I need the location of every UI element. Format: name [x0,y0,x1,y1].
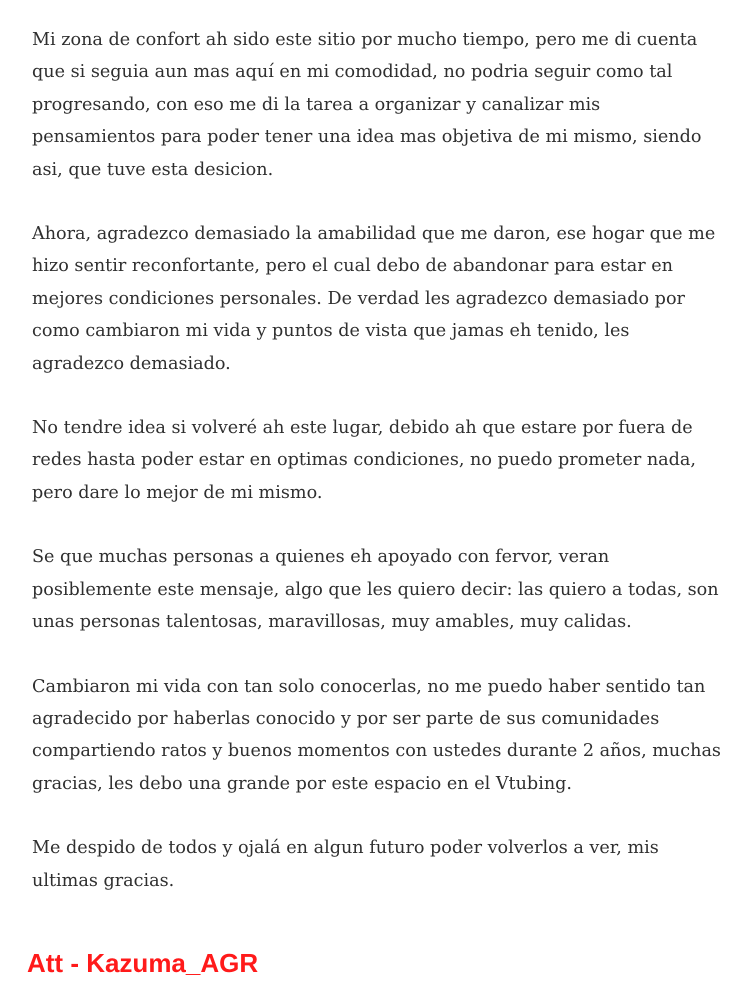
paragraph-3: No tendre idea si volveré ah este lugar, debido ah que estare por fuera de redes hasta poder estar en optimas condiciones, no puedo prometer nada, pero dare lo mejor de mi mismo. [32,418,697,503]
paragraph-5: Cambiaron mi vida con tan solo conocerlas, no me puedo haber sentido tan agradecido por haberlas conocido y por ser parte de sus comunidades compartiendo ratos y buenos momentos con ustedes durante 2 años, muchas gracias, les debo una grande por este espacio en el Vtubing. [32,676,721,794]
paragraph-4: Se que muchas personas a quienes eh apoyado con fervor, veran posiblemente este mensaje, algo que les quiero decir: las quiero a todas, son unas personas talentosas, maravillosas, muy amables, muy calidas. [32,547,719,633]
paragraph-1: Mi zona de confort ah sido este sitio por mucho tiempo, pero me di cuenta que si seguia aun mas aquí en mi comodidad, no podria seguir como tal progresando, con eso me di la tarea a organizar y canalizar mis pensamientos para poder tener una idea mas objetiva de mi mismo, siendo asi, que tuve esta desicion. [32,30,702,180]
paragraph-2: Ahora, agradezco demasiado la amabilidad que me daron, ese hogar que me hizo sentir reconfortante, pero el cual debo de abandonar para estar en mejores condiciones personales. De verdad les agradezco demasiado por como cambiaron mi vida y puntos de vista que jamas eh tenido, les agradezco demasiado. [32,224,716,374]
signature: Att - Kazuma_AGR [27,948,259,978]
letter-body [32,24,722,929]
paragraph-6: Me despido de todos y ojalá en algun futuro poder volverlos a ver, mis ultimas gracias. [32,838,659,891]
